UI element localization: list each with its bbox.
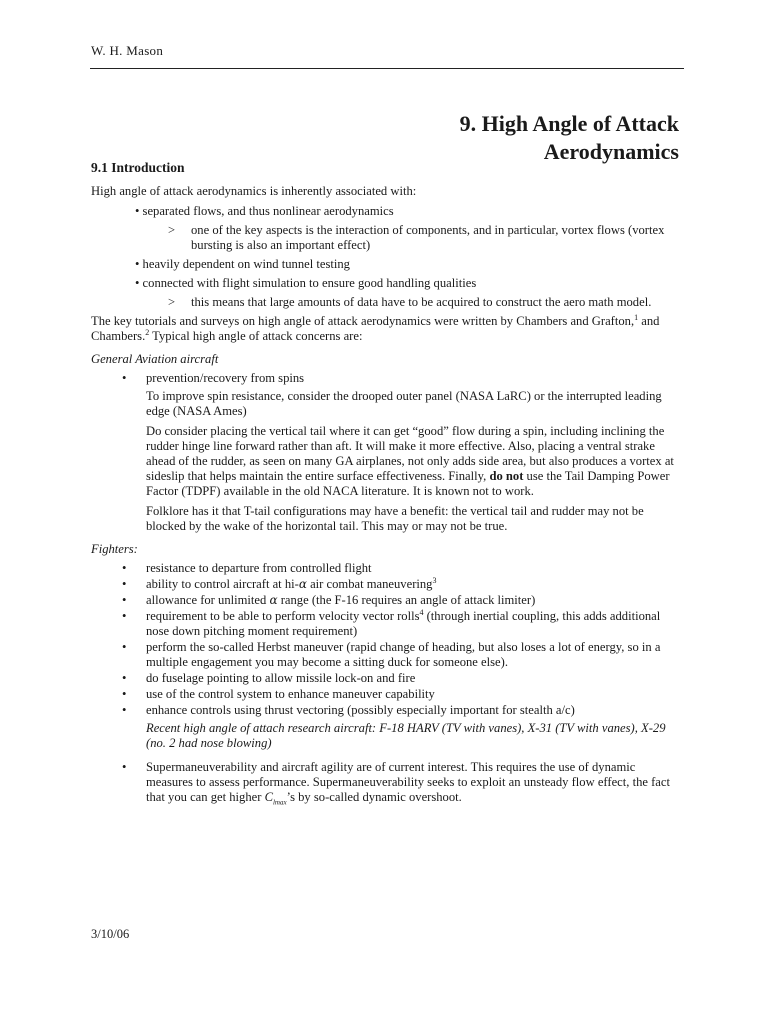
bullet-dot: • [122,371,127,385]
fighter-bullet-6 [91,671,683,686]
alpha-symbol: α [269,593,278,607]
title-line-2: Aerodynamics [543,139,679,164]
fighter-bullet-7-text: use of the control system to enhance maneuver capability [146,687,435,701]
ga-para2-part-a: Do consider placing the vertical tail where it can get “good” flow during a spin, including inclining the rudder hinge line forward rather than aft. It will make it more effective. Also, placing a ventral strake ahead of the rudder, as seen on many GA airplanes, not only adds side area, but also produces a vortex at sideslip that helps maintain the entire surface effectiveness. Finally, [146,424,674,483]
intro-lead: High angle of attack aerodynamics is inherently associated with: [91,184,417,198]
header-author: W. H. Mason [91,43,164,58]
ga-bullet-1-text: prevention/recovery from spins [146,371,305,385]
intro-item-2: • heavily dependent on wind tunnel testing [135,257,350,271]
bullet-dot: • [122,593,127,607]
footnote-ref-3[interactable]: 3 [432,575,437,585]
fighter-bullet-3-part-b: range (the F-16 requires an angle of attack limiter) [277,593,536,607]
fighter-bullet-5 [91,640,683,670]
intro-subitem-2 [91,295,683,310]
cl-main: C [264,790,273,804]
ga-bullet-1 [91,371,683,386]
fighter-bullet-4 [91,609,683,639]
fighter-bullet-7 [91,687,683,702]
fighter-bullet-5-text: perform the so-called Herbst maneuver (rapid change of heading, but also loses a lot of energy, so in a multiple engagement you may become a sitting duck for someone else). [146,640,661,669]
intro-item-3: • connected with flight simulation to ensure good handling qualities [135,276,477,290]
fighter-bullet-8-text: enhance controls using thrust vectoring (possibly especially important for stealth a/c) [146,703,575,717]
fighter-bullet-8 [91,703,683,718]
ga-para2-part-b: use the Tail Damping Power Factor (TDPF) available in the old NACA literature. It is known not to work. [146,469,670,498]
gt-marker: > [168,223,176,237]
key-para-part-b: and Chambers. [91,314,660,343]
fighter-bullet-4-part-b: (through inertial coupling, this adds additional nose down pitching moment requirement) [146,609,661,638]
fighters-heading: Fighters: [91,542,138,556]
fighter-bullet-9 [91,760,683,805]
key-para-part-a: The key tutorials and surveys on high angle of attack aerodynamics were written by Chambers and Grafton, [91,314,635,328]
footnote-ref-2[interactable]: 2 [145,327,150,337]
fighter-bullet-9-part-a: Supermaneuverability and aircraft agility are of current interest. This requires the use of dynamic measures to assess performance. Supermaneuverability seeks to exploit an unsteady flow effect, the fact that you can get higher [146,760,670,804]
fighter-bullet-6-text: do fuselage pointing to allow missile lock-on and fire [146,671,416,685]
bullet-dot: • [122,609,127,623]
fighter-bullet-2 [91,577,683,592]
intro-subitem-1-text: one of the key aspects is the interaction of components, and in particular, vortex flows (vortex bursting is also an important effect) [191,223,665,252]
key-surveys-paragraph [91,314,683,344]
intro-item-1: • separated flows, and thus nonlinear aerodynamics [135,204,394,218]
fighter-bullet-2-part-b: air combat maneuvering [306,577,433,591]
bullet-dot: • [122,640,127,654]
bullet-dot: • [122,561,127,575]
fighter-bullet-4-part-a: requirement to be able to perform velocity vector rolls [146,609,420,623]
fighter-bullet-1 [91,561,683,576]
fighter-bullet-1-text: resistance to departure from controlled flight [146,561,372,575]
section-heading: 9.1 Introduction [91,160,185,175]
body-text [91,160,683,806]
alpha-symbol: α [298,577,307,591]
footer-date: 3/10/06 [91,927,130,941]
title-line-1: 9. High Angle of Attack [459,111,679,136]
ga-paragraph-3: Folklore has it that T-tail configurations may have a benefit: the vertical tail and rudder may not be blocked by the wake of the horizontal tail. This may or may not be true. [146,504,644,533]
intro-subitem-1 [91,223,683,253]
fighter-bullet-3 [91,593,683,608]
page-title [460,110,679,166]
header-divider [90,68,684,69]
bullet-dot: • [122,577,127,591]
bullet-dot: • [122,671,127,685]
footnote-ref-1[interactable]: 1 [634,312,639,322]
ga-para2-bold: do not [489,469,524,483]
bullet-dot: • [122,760,127,774]
ga-paragraph-2 [146,424,683,499]
ga-heading: General Aviation aircraft [91,352,219,366]
fighter-bullet-9-part-b: ’s by so-called dynamic overshoot. [286,790,462,804]
key-para-part-c: Typical high angle of attack concerns are: [149,329,363,343]
bullet-dot: • [122,703,127,717]
intro-subitem-2-text: this means that large amounts of data have to be acquired to construct the aero math model. [191,295,652,309]
cl-subscript: lmax [272,798,287,807]
ga-paragraph-1: To improve spin resistance, consider the drooped outer panel (NASA LaRC) or the interrupted leading edge (NASA Ames) [146,389,662,418]
bullet-dot: • [122,687,127,701]
fighter-bullet-3-part-a: allowance for unlimited [146,593,270,607]
cl-max-symbol [264,790,287,807]
footnote-ref-4[interactable]: 4 [419,607,424,617]
gt-marker: > [168,295,176,309]
research-aircraft-note: Recent high angle of attach research aircraft: F-18 HARV (TV with vanes), X-31 (TV with vanes), X-29 (no. 2 had nose blowing) [146,721,666,750]
fighter-bullet-2-part-a: ability to control aircraft at hi- [146,577,299,591]
